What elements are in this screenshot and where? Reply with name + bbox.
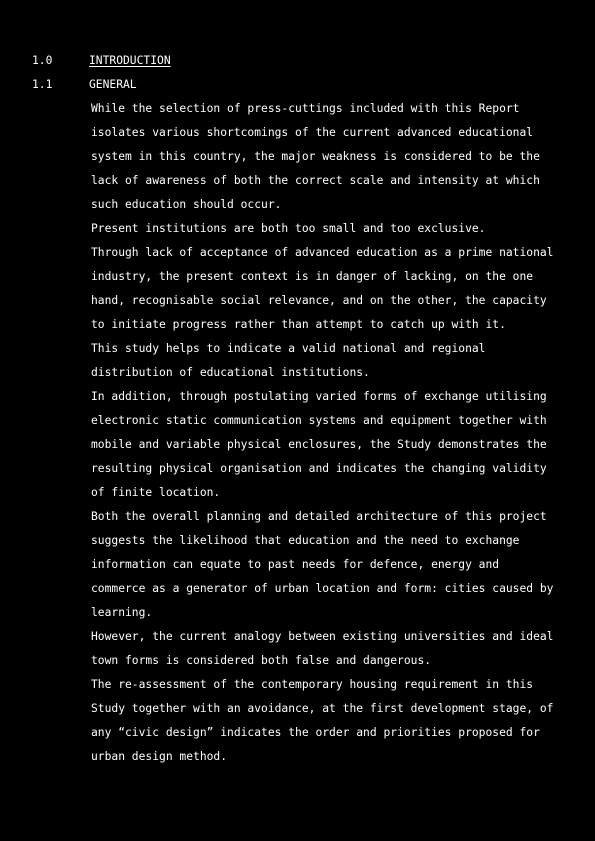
text-line: distribution of educational institutions.: [91, 366, 370, 379]
text-line: Through lack of acceptance of advanced education as a prime national: [91, 246, 554, 259]
subsection-title: GENERAL: [89, 78, 137, 91]
text-line: of finite location.: [91, 486, 221, 499]
text-line: commerce as a generator of urban location and form: cities caused by: [91, 582, 554, 595]
text-line: industry, the present context is in danger of lacking, on the one: [91, 270, 534, 283]
paragraph: [91, 505, 586, 625]
paragraph: [91, 625, 586, 673]
paragraph: [91, 385, 586, 505]
text-line: Present institutions are both too small and too exclusive.: [91, 222, 486, 235]
text-line: learning.: [91, 606, 153, 619]
text-line: town forms is considered both false and dangerous.: [91, 654, 432, 667]
text-line: any “civic design” indicates the order and priorities proposed for: [91, 726, 540, 739]
section-number: 1.0: [32, 54, 53, 67]
paragraph: [91, 241, 586, 337]
paragraph: [91, 217, 586, 241]
subsection-number: 1.1: [32, 78, 53, 91]
text-line: resulting physical organisation and indicates the changing validity: [91, 462, 547, 475]
text-line: In addition, through postulating varied forms of exchange utilising: [91, 390, 547, 403]
text-line: mobile and variable physical enclosures, the Study demonstrates the: [91, 438, 547, 451]
text-line: Both the overall planning and detailed architecture of this project: [91, 510, 547, 523]
text-line: information can equate to past needs for defence, energy and: [91, 558, 500, 571]
text-line: suggests the likelihood that education and the need to exchange: [91, 534, 520, 547]
text-line: system in this country, the major weakness is considered to be the: [91, 150, 540, 163]
text-line: Study together with an avoidance, at the first development stage, of: [91, 702, 554, 715]
text-line: to initiate progress rather than attempt to catch up with it.: [91, 318, 506, 331]
paragraph: [91, 337, 586, 385]
text-line: However, the current analogy between existing universities and ideal: [91, 630, 554, 643]
paragraph: [91, 97, 586, 217]
text-line: hand, recognisable social relevance, and on the other, the capacity: [91, 294, 547, 307]
body-text: [91, 97, 586, 769]
text-line: The re-assessment of the contemporary housing requirement in this: [91, 678, 534, 691]
text-line: isolates various shortcomings of the current advanced educational: [91, 126, 534, 139]
text-line: lack of awareness of both the correct scale and intensity at which: [91, 174, 540, 187]
text-line: While the selection of press-cuttings included with this Report: [91, 102, 520, 115]
text-line: electronic static communication systems and equipment together with: [91, 414, 547, 427]
text-line: such education should occur.: [91, 198, 282, 211]
text-line: urban design method.: [91, 750, 228, 763]
paragraph: [91, 673, 586, 769]
text-line: This study helps to indicate a valid national and regional: [91, 342, 486, 355]
section-title: INTRODUCTION: [89, 54, 171, 67]
